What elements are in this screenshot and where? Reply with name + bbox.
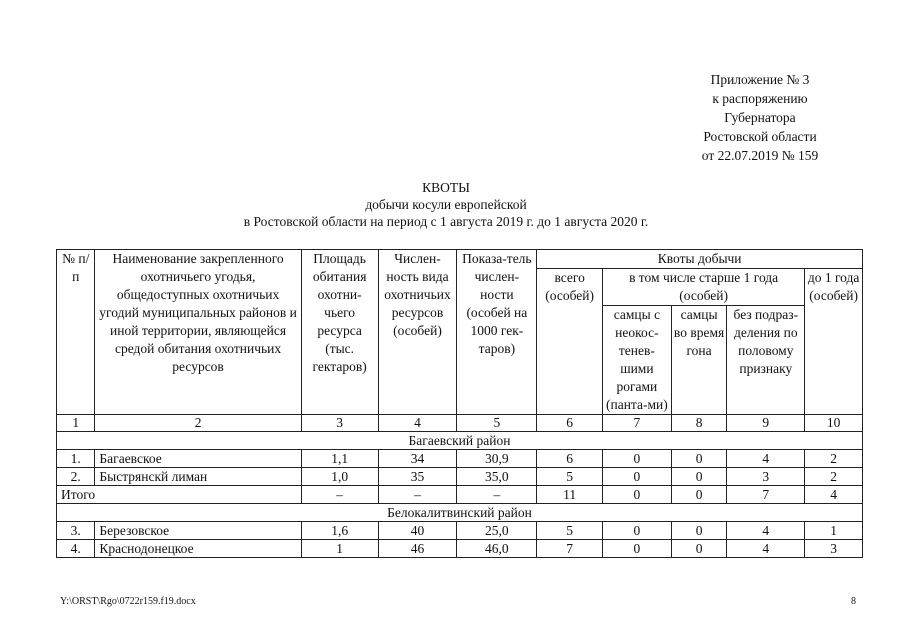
row-males-antlers: 0 <box>603 450 672 468</box>
appendix-line: Ростовской области <box>703 129 817 144</box>
column-number: 2 <box>95 415 301 432</box>
column-number: 6 <box>537 415 603 432</box>
title-heading: КВОТЫ <box>422 180 470 195</box>
row-males-antlers: 0 <box>603 540 672 558</box>
column-number: 7 <box>603 415 672 432</box>
total-density: – <box>457 486 537 504</box>
total-young: 4 <box>805 486 863 504</box>
table-row <box>57 522 863 540</box>
row-density: 30,9 <box>457 450 537 468</box>
row-area: 1 <box>301 540 378 558</box>
column-number: 5 <box>457 415 537 432</box>
row-young: 3 <box>805 540 863 558</box>
row-males-rut: 0 <box>671 522 727 540</box>
header-number: № п/п <box>57 250 95 415</box>
row-density: 35,0 <box>457 468 537 486</box>
document-title <box>0 179 905 230</box>
row-number: 2. <box>57 468 95 486</box>
header-density: Показа-тель числен-ности (особей на 1000 гек-таров) <box>457 250 537 415</box>
row-area: 1,1 <box>301 450 378 468</box>
row-name: Краснодонецкое <box>95 540 301 558</box>
row-males-antlers: 0 <box>603 522 672 540</box>
header-older-group: в том числе старше 1 года (особей) <box>603 269 805 306</box>
header-quota-group: Квоты добычи <box>537 250 863 269</box>
appendix-block <box>660 70 860 165</box>
row-name: Березовское <box>95 522 301 540</box>
header-row <box>57 250 863 269</box>
appendix-line: Губернатора <box>724 110 796 125</box>
row-males-rut: 0 <box>671 468 727 486</box>
row-area: 1,6 <box>301 522 378 540</box>
header-area: Площадь обитания охотни-чьего ресурса (тыс. гектаров) <box>301 250 378 415</box>
total-label: Итого <box>57 486 302 504</box>
header-name: Наименование закрепленного охотничьего угодья, общедоступных охотничьих угодий муниципальных районов и иной территории, являющейся средой обитания охотничьих ресурсов <box>95 250 301 415</box>
row-young: 1 <box>805 522 863 540</box>
header-count: Числен-ность вида охотничьих ресурсов (особей) <box>378 250 457 415</box>
row-number: 1. <box>57 450 95 468</box>
appendix-line: к распоряжению <box>712 91 808 106</box>
row-males-rut: 0 <box>671 540 727 558</box>
total-count: – <box>378 486 457 504</box>
row-count: 34 <box>378 450 457 468</box>
row-number: 4. <box>57 540 95 558</box>
appendix-line: Приложение № 3 <box>710 72 810 87</box>
title-subtitle: добычи косули европейской <box>365 197 527 212</box>
section-title: Белокалитвинский район <box>57 504 863 522</box>
column-number: 3 <box>301 415 378 432</box>
row-name: Быстрянскй лиман <box>95 468 301 486</box>
title-period: в Ростовской области на период с 1 августа 2019 г. до 1 августа 2020 г. <box>243 214 649 229</box>
section-title: Багаевский район <box>57 432 863 450</box>
section-row <box>57 504 863 522</box>
header-males-antlers: самцы с неокос-тенев-шими рогами (панта-ми) <box>603 306 672 415</box>
row-no-sex: 4 <box>727 540 805 558</box>
table-row <box>57 468 863 486</box>
quota-table <box>56 249 863 558</box>
table-row <box>57 540 863 558</box>
row-total: 6 <box>537 450 603 468</box>
column-numbers-row <box>57 415 863 432</box>
column-number: 1 <box>57 415 95 432</box>
row-number: 3. <box>57 522 95 540</box>
row-no-sex: 4 <box>727 522 805 540</box>
column-number: 9 <box>727 415 805 432</box>
table-row <box>57 450 863 468</box>
row-count: 35 <box>378 468 457 486</box>
header-males-rut: самцы во время гона <box>671 306 727 415</box>
row-count: 46 <box>378 540 457 558</box>
footer-page-number: 8 <box>851 596 856 607</box>
section-row <box>57 432 863 450</box>
total-row <box>57 486 863 504</box>
row-total: 7 <box>537 540 603 558</box>
header-no-sex: без подраз-деления по половому признаку <box>727 306 805 415</box>
row-total: 5 <box>537 522 603 540</box>
total-area: – <box>301 486 378 504</box>
appendix-line: от 22.07.2019 № 159 <box>701 148 819 163</box>
row-young: 2 <box>805 450 863 468</box>
row-density: 46,0 <box>457 540 537 558</box>
row-total: 5 <box>537 468 603 486</box>
row-count: 40 <box>378 522 457 540</box>
total-total: 11 <box>537 486 603 504</box>
header-young: до 1 года (особей) <box>805 269 863 415</box>
footer-file-path: Y:\ORST\Rgo\0722r159.f19.docx <box>60 596 196 607</box>
total-males-rut: 0 <box>671 486 727 504</box>
row-density: 25,0 <box>457 522 537 540</box>
row-males-antlers: 0 <box>603 468 672 486</box>
row-no-sex: 4 <box>727 450 805 468</box>
column-number: 10 <box>805 415 863 432</box>
header-total: всего (особей) <box>537 269 603 415</box>
column-number: 8 <box>671 415 727 432</box>
row-males-rut: 0 <box>671 450 727 468</box>
row-no-sex: 3 <box>727 468 805 486</box>
row-area: 1,0 <box>301 468 378 486</box>
column-number: 4 <box>378 415 457 432</box>
row-young: 2 <box>805 468 863 486</box>
row-name: Багаевское <box>95 450 301 468</box>
total-males-antlers: 0 <box>603 486 672 504</box>
total-no-sex: 7 <box>727 486 805 504</box>
